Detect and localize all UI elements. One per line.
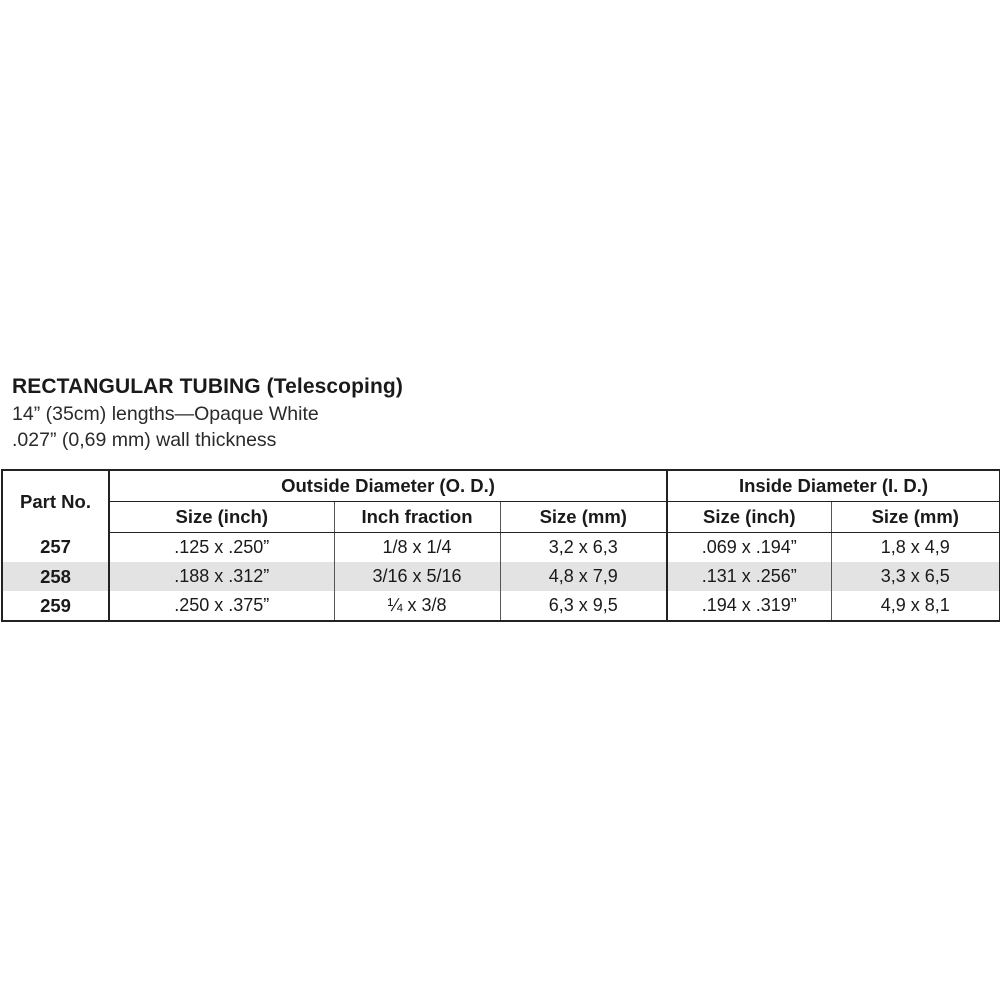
od-size-mm-header: Size (mm) xyxy=(500,502,667,533)
od-size-mm-cell: 3,2 x 6,3 xyxy=(500,533,667,563)
od-fraction-header: Inch fraction xyxy=(334,502,500,533)
part-number-cell: 257 xyxy=(2,533,109,563)
id-size-inch-cell: .131 x .256” xyxy=(667,562,831,591)
id-size-inch-header: Size (inch) xyxy=(667,502,831,533)
od-size-mm-cell: 4,8 x 7,9 xyxy=(500,562,667,591)
part-number-cell: 259 xyxy=(2,591,109,621)
part-number-cell: 258 xyxy=(2,562,109,591)
od-size-inch-cell: .250 x .375” xyxy=(109,591,334,621)
od-fraction-cell: ¼ x 3/8 xyxy=(334,591,500,621)
id-size-inch-cell: .069 x .194” xyxy=(667,533,831,563)
id-size-inch-cell: .194 x .319” xyxy=(667,591,831,621)
length-description: 14” (35cm) lengths—Opaque White xyxy=(12,403,319,425)
table-row xyxy=(2,591,1000,621)
spec-header xyxy=(12,373,992,453)
id-size-mm-cell: 1,8 x 4,9 xyxy=(880,537,950,557)
wall-thickness-description: .027” (0,69 mm) wall thickness xyxy=(12,429,277,451)
id-size-mm-cell: 3,3 x 6,5 xyxy=(831,562,1000,591)
od-size-inch-cell: .188 x .312” xyxy=(109,562,334,591)
table-row xyxy=(2,562,1000,591)
od-fraction-cell: 3/16 x 5/16 xyxy=(334,562,500,591)
id-size-mm-header: Size (mm) xyxy=(831,502,1000,533)
od-size-inch-cell: .125 x .250” xyxy=(109,533,334,563)
outside-diameter-header: Outside Diameter (O. D.) xyxy=(109,470,667,502)
page-title: RECTANGULAR TUBING (Telescoping) xyxy=(12,375,403,398)
table-row xyxy=(2,533,1000,563)
od-fraction-cell: 1/8 x 1/4 xyxy=(334,533,500,563)
part-no-header: Part No. xyxy=(2,470,109,533)
id-size-mm-cell: 4,9 x 8,1 xyxy=(880,595,950,615)
od-size-mm-cell: 6,3 x 9,5 xyxy=(500,591,667,621)
od-size-inch-header: Size (inch) xyxy=(109,502,334,533)
inside-diameter-header: Inside Diameter (I. D.) xyxy=(667,470,1000,502)
tubing-spec-table xyxy=(1,469,1000,622)
